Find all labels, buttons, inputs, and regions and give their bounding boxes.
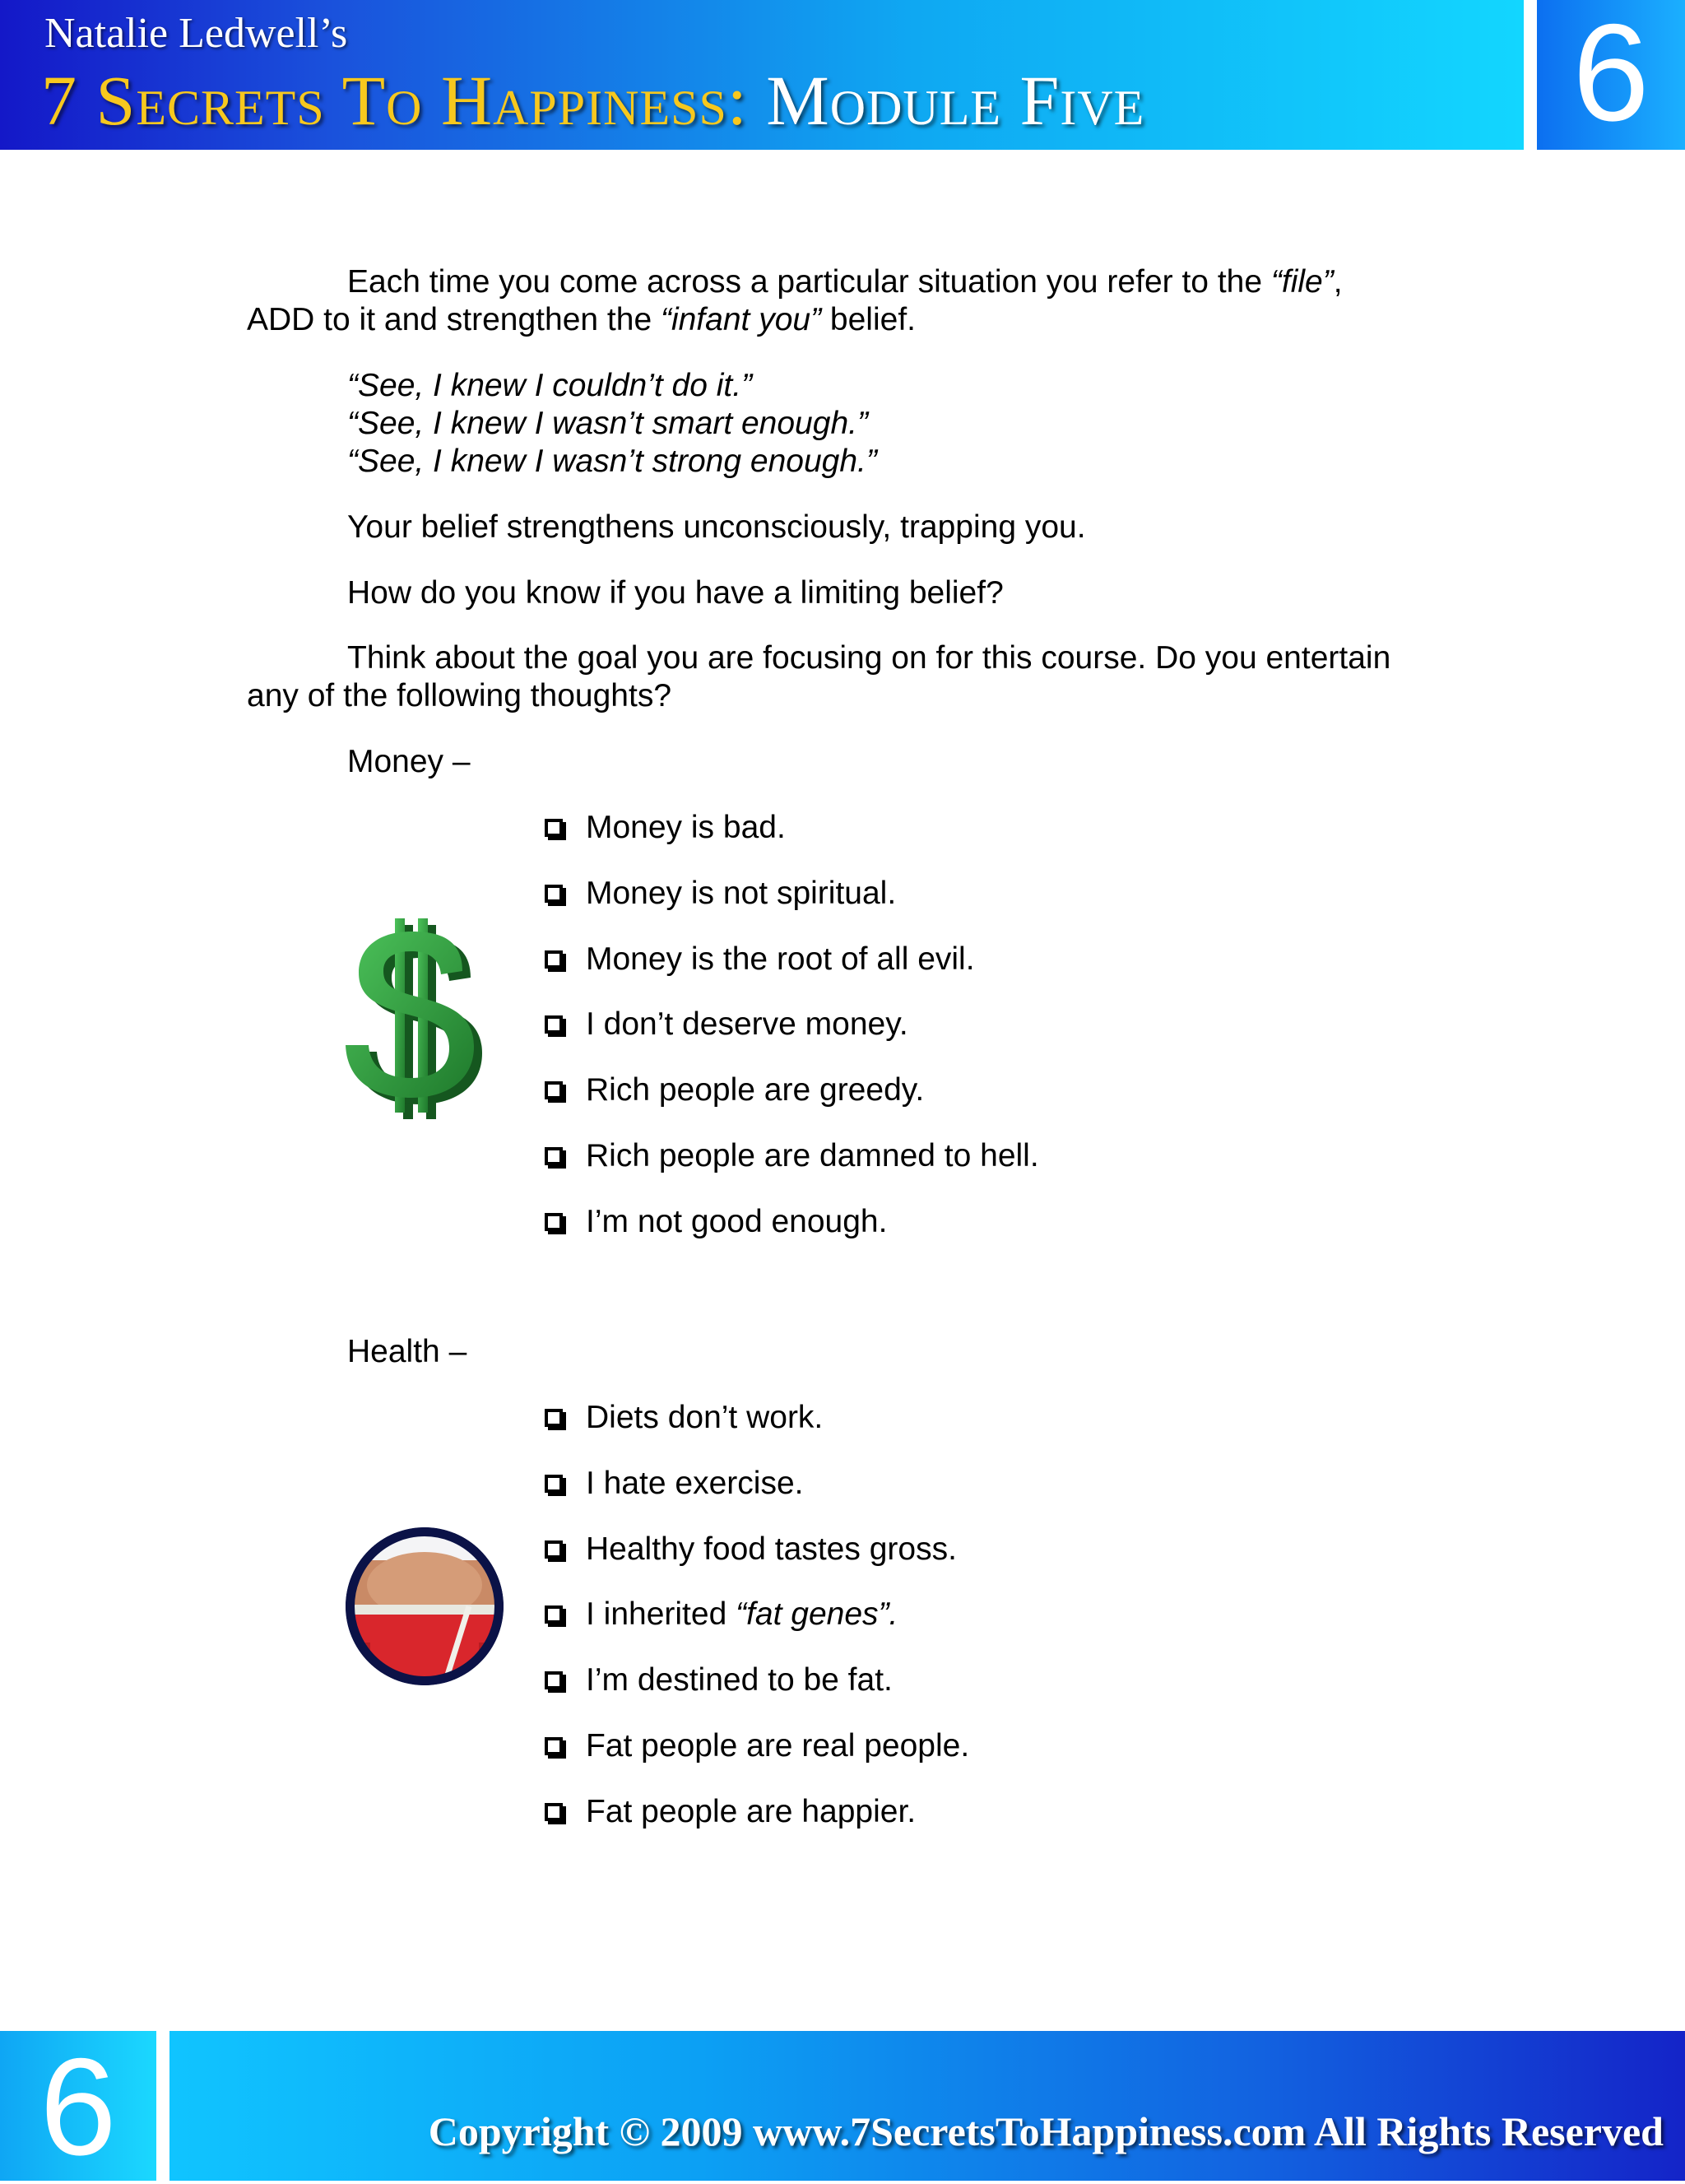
footer-page-number-box [0, 2029, 156, 2184]
checkbox-icon[interactable] [545, 1147, 563, 1165]
checklist-label: Rich people are damned to hell. [586, 1138, 1039, 1173]
paragraph-3: How do you know if you have a limiting belief? [347, 575, 1004, 611]
checklist-label: I’m destined to be fat. [586, 1662, 893, 1698]
page-footer [169, 2031, 1685, 2181]
money-checklist-item[interactable] [545, 1136, 1039, 1177]
quote-line [347, 443, 877, 481]
quote-3: “See, I knew I wasn’t strong enough.” [347, 444, 877, 479]
paragraph-4-line-1: Think about the goal you are focusing on for this course. Do you entertain [347, 640, 1391, 676]
checkbox-icon[interactable] [545, 1015, 563, 1034]
checklist-label: I don’t deserve money. [586, 1006, 908, 1042]
p1-infant-italic: “infant you” [660, 302, 822, 337]
health-checklist-item[interactable] [545, 1791, 916, 1833]
paragraph-2: Your belief strengthens unconsciously, trapping you. [347, 509, 1086, 545]
checkbox-icon[interactable] [545, 1475, 563, 1493]
health-checklist-item[interactable] [545, 1594, 898, 1635]
health-checklist-item[interactable] [545, 1463, 803, 1504]
paragraph-4-line-2: any of the following thoughts? [247, 678, 672, 713]
checkbox-icon[interactable] [545, 1671, 563, 1689]
footer-page-number: 6 [39, 2029, 117, 2184]
waist-measuring-tape-photo [346, 1527, 504, 1685]
p1-text-c: ADD to it and strengthen the [247, 302, 661, 337]
quote-line [347, 405, 868, 443]
health-heading: Health – [347, 1334, 467, 1369]
quote-line [347, 367, 752, 405]
checklist-label: Fat people are real people. [586, 1728, 970, 1763]
health-checklist-item[interactable] [545, 1529, 957, 1570]
checkbox-icon[interactable] [545, 1803, 563, 1821]
dollar-sign-icon [339, 913, 495, 1119]
header-page-number-box [1537, 0, 1685, 150]
checklist-label: Healthy food tastes gross. [586, 1531, 957, 1567]
p1-text-b: , [1333, 264, 1343, 300]
checklist-label: Money is the root of all evil. [586, 941, 975, 977]
checkbox-icon[interactable] [545, 1081, 563, 1099]
checkbox-icon[interactable] [545, 1213, 563, 1231]
quote-1: “See, I knew I couldn’t do it.” [347, 368, 753, 403]
title-module: Module Five [766, 61, 1145, 140]
checkbox-icon[interactable] [545, 885, 563, 903]
health-checklist-item[interactable] [545, 1726, 969, 1767]
copyright-notice: Copyright © 2009 www.7SecretsToHappiness.com All Rights Reserved [428, 2108, 1664, 2154]
money-heading: Money – [347, 744, 471, 779]
money-checklist-item[interactable] [545, 807, 786, 848]
checklist-label: Money is not spiritual. [586, 876, 897, 911]
checklist-label: I hate exercise. [586, 1466, 804, 1501]
checklist-label: I’m not good enough. [586, 1204, 888, 1239]
paragraph-1-line-1 [347, 263, 1343, 301]
money-checklist-item[interactable] [545, 873, 896, 914]
checklist-label [586, 1596, 898, 1633]
p1-text-d: belief. [821, 302, 916, 337]
page-header [0, 0, 1524, 150]
checklist-label: Money is bad. [586, 810, 786, 845]
health-checklist-item[interactable] [545, 1397, 823, 1438]
health-checklist-item[interactable] [545, 1660, 893, 1701]
money-checklist-item[interactable] [545, 1070, 924, 1111]
checkbox-icon[interactable] [545, 1540, 563, 1559]
module-title [41, 59, 1144, 142]
p1-file-italic: “file” [1270, 264, 1334, 300]
p1-text-a: Each time you come across a particular situation you refer to the [347, 264, 1271, 300]
checkbox-icon[interactable] [545, 819, 563, 837]
quote-2: “See, I knew I wasn’t smart enough.” [347, 406, 868, 441]
checkbox-icon[interactable] [545, 1737, 563, 1755]
money-checklist-item[interactable] [545, 1004, 908, 1045]
money-checklist-item[interactable] [545, 1201, 887, 1243]
money-checklist-item[interactable] [545, 939, 975, 980]
checkbox-icon[interactable] [545, 950, 563, 969]
checklist-label: Rich people are greedy. [586, 1072, 925, 1108]
fat-genes-italic: “fat genes”. [736, 1596, 898, 1632]
checklist-label: Fat people are happier. [586, 1794, 917, 1829]
header-page-number: 6 [1572, 0, 1650, 150]
paragraph-1-line-2 [247, 301, 916, 339]
title-series: 7 Secrets To Happiness: [41, 61, 748, 140]
author-name: Natalie Ledwell’s [44, 10, 348, 57]
checklist-label: Diets don’t work. [586, 1400, 824, 1435]
checkbox-icon[interactable] [545, 1409, 563, 1427]
checkbox-icon[interactable] [545, 1605, 563, 1624]
checklist-label-prefix: I inherited [586, 1596, 736, 1632]
